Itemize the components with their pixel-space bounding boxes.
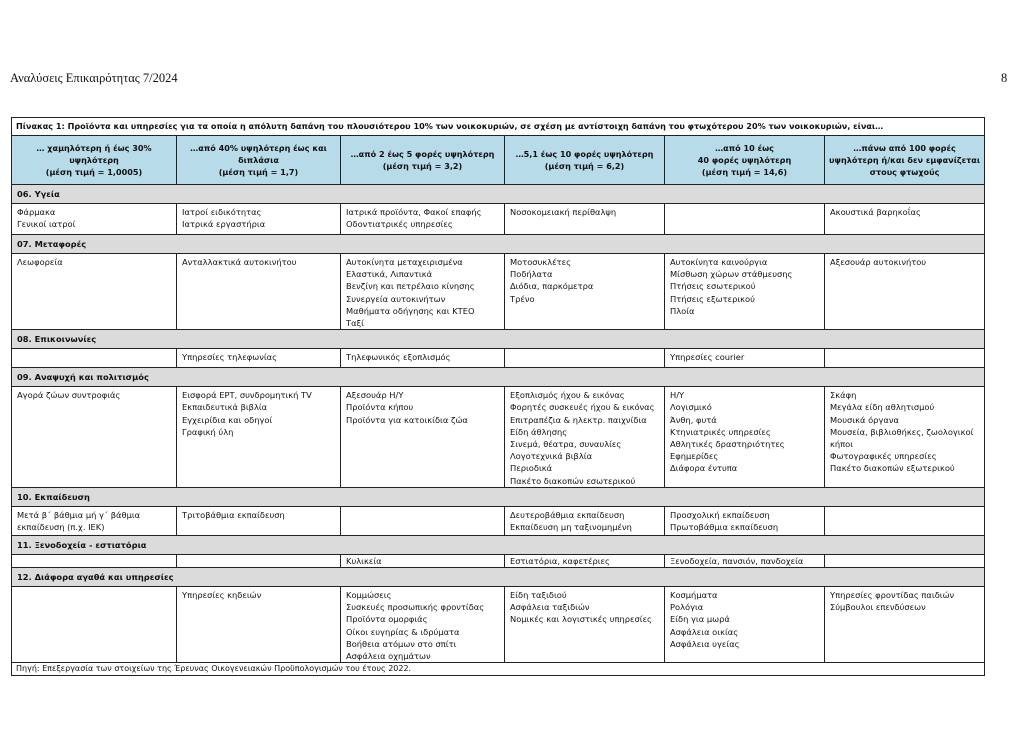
table-row — [12, 254, 985, 330]
list-item: Ακουστικά βαρηκοΐας — [830, 207, 921, 217]
list-item: Μουσεία, βιβλιοθήκες, ζωολογικοί — [830, 426, 974, 437]
table-cell — [177, 254, 341, 330]
table-row — [12, 554, 985, 567]
list-item: Προϊόντα κήπου — [346, 402, 414, 413]
list-item: Λογισμικό — [670, 402, 712, 413]
list-item: Φάρμακα — [17, 207, 56, 217]
table-cell — [177, 387, 341, 488]
list-item: Ιατροί ειδικότητας — [182, 207, 262, 217]
list-item: Ασφάλεια οχημάτων — [346, 651, 431, 662]
table-cell — [12, 254, 177, 330]
list-item: Υπηρεσίες courier — [670, 352, 745, 363]
list-item: Τρένο — [510, 293, 535, 304]
table-cell — [825, 554, 985, 567]
table-cell — [177, 349, 341, 368]
table-cell — [341, 387, 505, 488]
column-header-line: …από 2 έως 5 φορές υψηλότερη — [350, 149, 495, 159]
table-cell — [665, 554, 825, 567]
list-item: Ασφάλεια ταξιδιών — [510, 602, 590, 613]
list-item: Είδη για μωρά — [670, 614, 730, 625]
table-cell — [505, 204, 665, 235]
list-item: Εκπαιδευτικά βιβλία — [182, 402, 268, 413]
section-title: 07. Μεταφορές — [12, 235, 985, 254]
list-item: Νοσοκομειακή περίθαλψη — [510, 207, 617, 217]
list-item: Εστιατόρια, καφετέριες — [510, 555, 610, 566]
list-item: Είδη ταξιδιού — [510, 590, 567, 601]
list-item: εκπαίδευση (π.χ. ΙΕΚ) — [17, 522, 105, 533]
section-title: 10. Εκπαίδευση — [12, 487, 985, 506]
section-title: 08. Επικοινωνίες — [12, 330, 985, 349]
table-cell — [341, 254, 505, 330]
table-cell — [505, 349, 665, 368]
list-item: Προϊόντα ομορφιάς — [346, 614, 428, 625]
column-header-line: (μέση τιμή = 6,2) — [544, 161, 625, 171]
section-title: 12. Διάφορα αγαθά και υπηρεσίες — [12, 568, 985, 587]
section-title: 09. Αναψυχή και πολιτισμός — [12, 368, 985, 387]
list-item: Τηλεφωνικός εξοπλισμός — [346, 352, 451, 363]
table-cell — [177, 587, 341, 663]
list-item: Βενζίνη και πετρέλαιο κίνησης — [346, 281, 475, 292]
table-cell — [825, 506, 985, 535]
list-item: Κοσμήματα — [670, 590, 718, 601]
table-cell — [505, 387, 665, 488]
table-cell — [341, 506, 505, 535]
table-cell — [665, 387, 825, 488]
table-cell — [12, 387, 177, 488]
table-cell — [505, 587, 665, 663]
list-item: Οδοντιατρικές υπηρεσίες — [346, 219, 453, 230]
list-item: Λογοτεχνικά βιβλία — [510, 451, 593, 462]
column-header-line: (μέση τιμή = 1,0005) — [45, 167, 143, 177]
list-item: Πρωτοβάθμια εκπαίδευση — [670, 522, 779, 533]
list-item: Αξεσουάρ αυτοκινήτου — [830, 257, 927, 267]
list-item: Ρολόγια — [670, 602, 704, 613]
list-item: Μαθήματα οδήγησης και ΚΤΕΟ — [346, 305, 475, 316]
header-title: Αναλύσεις Επικαιρότητας 7/2024 — [10, 71, 178, 85]
table-cell — [505, 506, 665, 535]
list-item: Συσκευές προσωπικής φροντίδας — [346, 602, 485, 613]
column-header-line: …από 40% υψηλότερη έως και — [190, 143, 327, 153]
column-header-line: (μέση τιμή = 14,6) — [701, 167, 788, 177]
list-item: Επιτραπέζια & ηλεκτρ. παιχνίδια — [510, 414, 647, 425]
table-cell — [825, 587, 985, 663]
list-item: Αξεσουάρ Η/Υ — [346, 390, 404, 401]
list-item: Υπηρεσίες τηλεφωνίας — [182, 352, 277, 363]
table-caption: Πίνακας 1: Προϊόντα και υπηρεσίες για τα οποία η απόλυτη δαπάνη του πλουσιότερου 10% των νοικοκυριών, σε σχέση με αντίστοιχη δαπάνη του φτωχότερου 20% των νοικοκυριών, είναι… — [12, 118, 985, 136]
table-cell — [665, 254, 825, 330]
list-item: Αυτοκίνητα μεταχειρισμένα — [346, 257, 463, 267]
spending-table — [11, 117, 985, 676]
list-item: Διάφορα έντυπα — [670, 463, 738, 474]
column-header — [505, 136, 665, 185]
list-item: Περιοδικά — [510, 463, 553, 474]
list-item: Ασφάλεια οικίας — [670, 626, 739, 637]
list-item: Πακέτο διακοπών εξωτερικού — [830, 463, 955, 474]
table-cell — [665, 349, 825, 368]
list-item: Εξοπλισμός ήχου & εικόνας — [510, 390, 625, 401]
list-item: Μουσικά όργανα — [830, 414, 899, 425]
column-header — [177, 136, 341, 185]
list-item: Υπηρεσίες κηδειών — [182, 590, 262, 601]
list-item: Σινεμά, θέατρα, συναυλίες — [510, 439, 622, 450]
table-row — [12, 349, 985, 368]
table-cell — [177, 204, 341, 235]
table-cell — [665, 506, 825, 535]
column-header-line: … χαμηλότερη ή έως 30% — [36, 143, 152, 153]
page-number: 8 — [1001, 71, 1008, 85]
list-item: Ελαστικά, Λιπαντικά — [346, 269, 433, 280]
column-header — [665, 136, 825, 185]
section-title: 11. Ξενοδοχεία - εστιατόρια — [12, 535, 985, 554]
list-item: Άνθη, φυτά — [670, 414, 717, 425]
list-item: Μετά β΄ βάθμια μή γ΄ βάθμια — [17, 509, 141, 520]
list-item: Ποδήλατα — [510, 269, 553, 280]
list-item: Μεγάλα είδη αθλητισμού — [830, 402, 935, 413]
list-item: Εκπαίδευση μη ταξινομημένη — [510, 522, 632, 533]
list-item: Δευτεροβάθμια εκπαίδευση — [510, 509, 625, 520]
column-header-line: (μέση τιμή = 3,2) — [382, 161, 463, 171]
column-header-line: υψηλότερη ή/και δεν εμφανίζεται — [829, 155, 981, 165]
list-item: Λεωφορεία — [17, 257, 63, 267]
list-item: Κτηνιατρικές υπηρεσίες — [670, 426, 771, 437]
list-item: Αυτοκίνητα καινούργια — [670, 257, 768, 267]
table-cell — [341, 554, 505, 567]
table-cell — [12, 554, 177, 567]
column-header — [341, 136, 505, 185]
list-item: κήποι — [830, 439, 854, 450]
list-item: Συνεργεία αυτοκινήτων — [346, 293, 446, 304]
table-cell — [177, 554, 341, 567]
table-cell — [825, 349, 985, 368]
list-item: Μοτοσυκλέτες — [510, 257, 571, 267]
list-item: Νομικές και λογιστικές υπηρεσίες — [510, 614, 652, 625]
list-item: Ανταλλακτικά αυτοκινήτου — [182, 257, 297, 267]
column-header-line: 40 φορές υψηλότερη — [697, 155, 792, 165]
table-cell — [177, 506, 341, 535]
list-item: Κομμώσεις — [346, 590, 392, 601]
list-item: Αγορά ζώων συντροφιάς — [17, 390, 121, 401]
column-header — [825, 136, 985, 185]
list-item: Πλοία — [670, 305, 695, 316]
list-item: Σύμβουλοι επενδύσεων — [830, 602, 926, 613]
list-item: Ταξί — [346, 318, 364, 329]
list-item: Ιατρικά εργαστήρια — [182, 219, 266, 230]
list-item: Γραφική ύλη — [182, 426, 234, 437]
list-item: Αθλητικές δραστηριότητες — [670, 439, 785, 450]
table-cell — [505, 554, 665, 567]
column-header-line: …από 10 έως — [715, 143, 774, 153]
list-item: Διόδια, παρκόμετρα — [510, 281, 594, 292]
table-row — [12, 387, 985, 488]
list-item: Προσχολική εκπαίδευση — [670, 509, 770, 520]
table-cell — [825, 254, 985, 330]
list-item: Κυλικεία — [346, 555, 382, 566]
list-item: Σκάφη — [830, 390, 857, 401]
table-row — [12, 204, 985, 235]
column-header-line: …πάνω από 100 φορές — [853, 143, 956, 153]
table-cell — [665, 204, 825, 235]
table-cell — [12, 349, 177, 368]
column-header-line: …5,1 έως 10 φορές υψηλότερη — [515, 149, 654, 159]
table-cell — [341, 349, 505, 368]
column-header-line: στους φτωχούς — [869, 167, 940, 177]
list-item: Προϊόντα για κατοικίδια ζώα — [346, 414, 468, 425]
table-cell — [12, 204, 177, 235]
list-item: Εισφορά ΕΡΤ, συνδρομητική TV — [182, 390, 312, 401]
list-item: Ιατρικά προϊόντα, Φακοί επαφής — [346, 207, 482, 217]
column-header-line: διπλάσια — [238, 155, 279, 165]
table-row — [12, 587, 985, 663]
table-cell — [825, 204, 985, 235]
table-cell — [825, 387, 985, 488]
list-item: Φωτογραφικές υπηρεσίες — [830, 451, 937, 462]
column-header — [12, 136, 177, 185]
section-title: 06. Υγεία — [12, 185, 985, 204]
table-cell — [665, 587, 825, 663]
table-cell — [12, 587, 177, 663]
list-item: Φορητές συσκευές ήχου & εικόνας — [510, 402, 655, 413]
table-cell — [341, 587, 505, 663]
list-item: Πτήσεις εξωτερικού — [670, 293, 755, 304]
list-item: Εγχειρίδια και οδηγοί — [182, 414, 273, 425]
list-item: Βοήθεια ατόμων στο σπίτι — [346, 638, 457, 649]
table-cell — [12, 506, 177, 535]
table-cell — [341, 204, 505, 235]
table-row — [12, 506, 985, 535]
column-header-line: υψηλότερη — [69, 155, 119, 165]
list-item: Είδη άθλησης — [510, 426, 568, 437]
list-item: Οίκοι ευγηρίας & ιδρύματα — [346, 626, 460, 637]
table-cell — [505, 254, 665, 330]
list-item: Εφημερίδες — [670, 451, 719, 462]
list-item: Πακέτο διακοπών εσωτερικού — [510, 475, 636, 486]
list-item: Η/Υ — [670, 390, 685, 401]
list-item: Πτήσεις εσωτερικού — [670, 281, 756, 292]
list-item: Ξενοδοχεία, πανσιόν, πανδοχεία — [670, 555, 804, 566]
column-header-line: (μέση τιμή = 1,7) — [218, 167, 299, 177]
list-item: Υπηρεσίες φροντίδας παιδιών — [830, 590, 955, 601]
list-item: Ασφάλεια υγείας — [670, 638, 740, 649]
list-item: Γενικοί ιατροί — [17, 219, 76, 230]
list-item: Τριτοβάθμια εκπαίδευση — [182, 509, 285, 520]
list-item: Μίσθωση χώρων στάθμευσης — [670, 269, 793, 280]
source-note: Πηγή: Επεξεργασία των στοιχείων της Έρευνας Οικογενειακών Προϋπολογισμών του έτους 2022. — [12, 663, 985, 676]
